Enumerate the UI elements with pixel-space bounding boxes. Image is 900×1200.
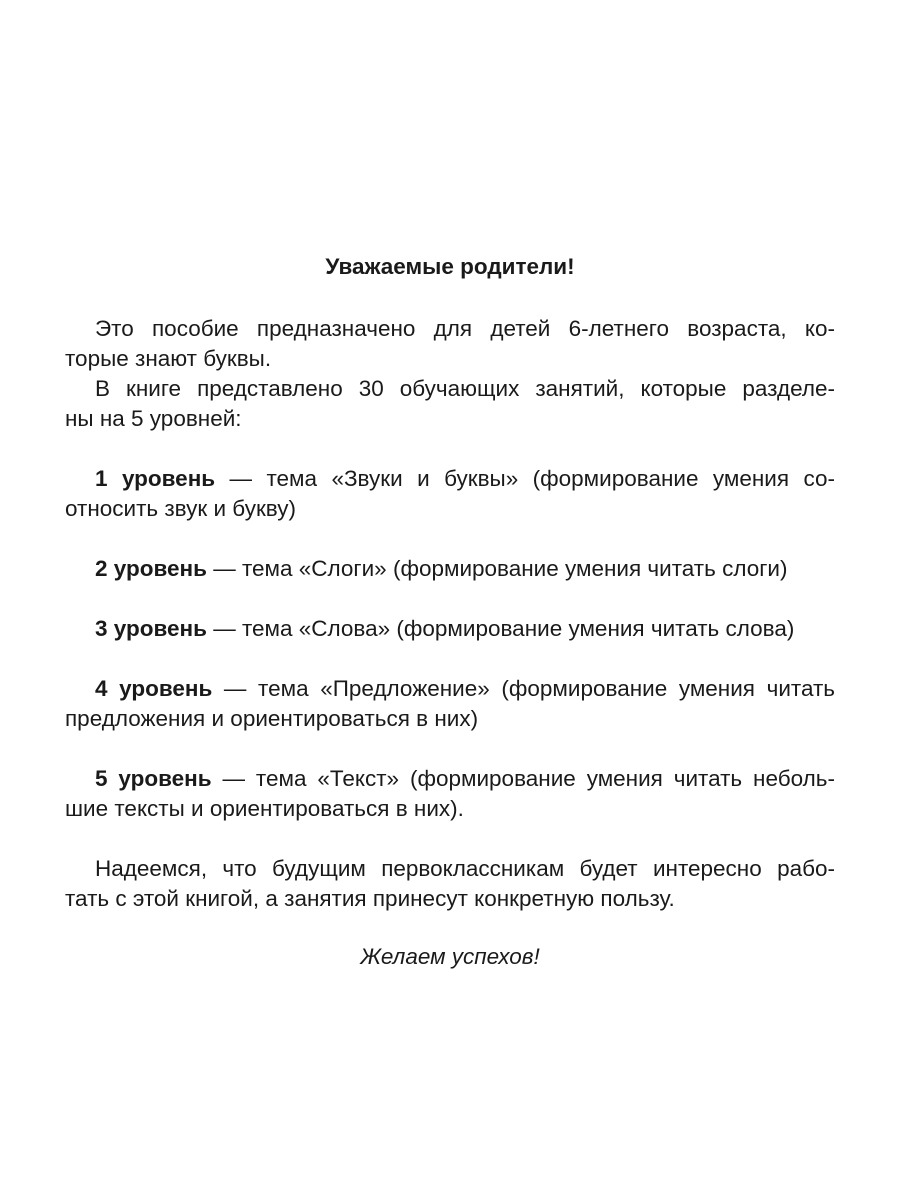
level-2-text-1: — тема «Слоги» (формирование умения читать слоги) xyxy=(206,556,788,581)
intro-paragraph-1 xyxy=(65,314,835,374)
intro-line-4: ны на 5 уровней: xyxy=(65,406,242,431)
level-2-label: 2 уровень xyxy=(95,556,207,581)
level-5-text-2: шие тексты и ориентироваться в них). xyxy=(65,796,464,821)
level-4-line-1 xyxy=(65,674,835,704)
level-3-paragraph xyxy=(65,614,835,644)
document-page xyxy=(65,252,835,972)
level-1-text-2: относить звук и букву) xyxy=(65,496,296,521)
level-4-text-2: предложения и ориентироваться в них) xyxy=(65,706,479,731)
level-3-line-1 xyxy=(65,614,835,644)
level-4-text-1: — тема «Предложение» (формирование умения читать xyxy=(212,676,835,701)
intro-paragraph-2 xyxy=(65,374,835,434)
level-1-line-1 xyxy=(65,464,835,494)
intro-line-1: Это пособие предназначено для детей 6-летнего возраста, ко- xyxy=(95,316,835,341)
level-2-paragraph xyxy=(65,554,835,584)
level-1-text-1: — тема «Звуки и буквы» (формирование умения со- xyxy=(215,466,835,491)
level-3-label: 3 уровень xyxy=(95,616,207,641)
level-4-paragraph xyxy=(65,674,835,734)
level-1-paragraph xyxy=(65,464,835,524)
intro-line-3: В книге представлено 30 обучающих занятий, которые разделе- xyxy=(95,376,835,401)
level-2-line-1 xyxy=(65,554,835,584)
level-4-label: 4 уровень xyxy=(95,676,213,701)
page-title: Уважаемые родители! xyxy=(325,254,575,279)
level-1-label: 1 уровень xyxy=(95,466,216,491)
outro-line-2: тать с этой книгой, а занятия принесут конкретную пользу. xyxy=(65,886,675,911)
intro-line-2: торые знают буквы. xyxy=(65,346,272,371)
closing-wish: Желаем успехов! xyxy=(360,944,540,969)
level-5-paragraph xyxy=(65,764,835,824)
level-3-text-1: — тема «Слова» (формирование умения читать слова) xyxy=(206,616,795,641)
level-5-label: 5 уровень xyxy=(95,766,212,791)
outro-line-1: Надеемся, что будущим первоклассникам будет интересно рабо- xyxy=(95,856,835,881)
outro-paragraph xyxy=(65,854,835,914)
level-5-text-1: — тема «Текст» (формирование умения читать неболь- xyxy=(211,766,835,791)
level-5-line-1 xyxy=(65,764,835,794)
